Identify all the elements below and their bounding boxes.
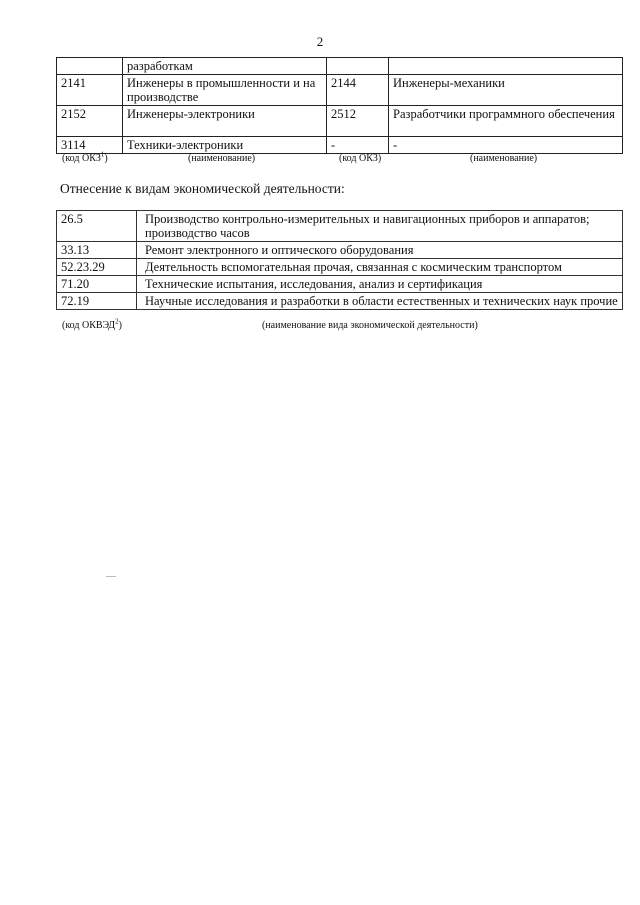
okved-table (56, 210, 623, 310)
okz-name-cell: Разработчики программного обеспечения (389, 106, 623, 137)
okz-code-cell: 2512 (327, 106, 389, 137)
table-row (57, 211, 623, 242)
okz-name-cell: Инженеры-механики (389, 75, 623, 106)
okz-name-cell: Инженеры-электроники (123, 106, 327, 137)
okz-code-cell: 2152 (57, 106, 123, 137)
okved-name-cell: Технические испытания, исследования, анализ и сертификация (137, 276, 623, 293)
table-row (57, 106, 623, 137)
page-number: 2 (316, 34, 324, 49)
section-title: Отнесение к видам экономической деятельности: (60, 181, 345, 196)
okved-code-cell: 33.13 (57, 242, 137, 259)
okz-name-cell: разработкам (123, 58, 327, 75)
okz-code-cell: 2141 (57, 75, 123, 106)
okved-name-cell: Ремонт электронного и оптического оборудования (137, 242, 623, 259)
okz-code-cell (57, 58, 123, 75)
okz-name-cell: Техники-электроники (123, 137, 327, 154)
okved-code-cell: 71.20 (57, 276, 137, 293)
okz-caption-name: (наименование) (188, 153, 256, 164)
okz-code-cell: - (327, 137, 389, 154)
table-row (57, 58, 623, 75)
okved-name-cell: Производство контрольно-измерительных и навигационных приборов и аппаратов; производство часов (137, 211, 623, 242)
okved-caption-name: (наименование вида экономической деятельности) (262, 320, 478, 331)
okved-name-cell: Научные исследования и разработки в области естественных и технических наук прочие (137, 293, 623, 310)
scan-mark (106, 576, 116, 578)
okz-name-cell (389, 58, 623, 75)
okz-caption (0, 150, 640, 167)
okved-caption (0, 317, 640, 334)
okved-name-cell: Деятельность вспомогательная прочая, связанная с космическим транспортом (137, 259, 623, 276)
okved-code-cell: 52.23.29 (57, 259, 137, 276)
okz-name-cell: Инженеры в промышленности и на производстве (123, 75, 327, 106)
okz-code-cell: 3114 (57, 137, 123, 154)
okved-caption-code: (код ОКВЭД$^2$) (62, 317, 122, 331)
table-row (57, 276, 623, 293)
table-row (57, 259, 623, 276)
okz-code-cell: 2144 (327, 75, 389, 106)
okz-name-cell: - (389, 137, 623, 154)
table-row (57, 75, 623, 106)
okved-code-cell: 26.5 (57, 211, 137, 242)
okz-caption-name2: (наименование) (470, 153, 538, 164)
okz-code-cell (327, 58, 389, 75)
okved-code-cell: 72.19 (57, 293, 137, 310)
table-row (57, 293, 623, 310)
table-row (57, 242, 623, 259)
okz-table (56, 57, 623, 154)
okz-caption-code2: (код ОКЗ) (339, 153, 382, 164)
table-row (57, 137, 623, 154)
okz-caption-code: (код ОКЗ$^1$) (62, 150, 108, 164)
